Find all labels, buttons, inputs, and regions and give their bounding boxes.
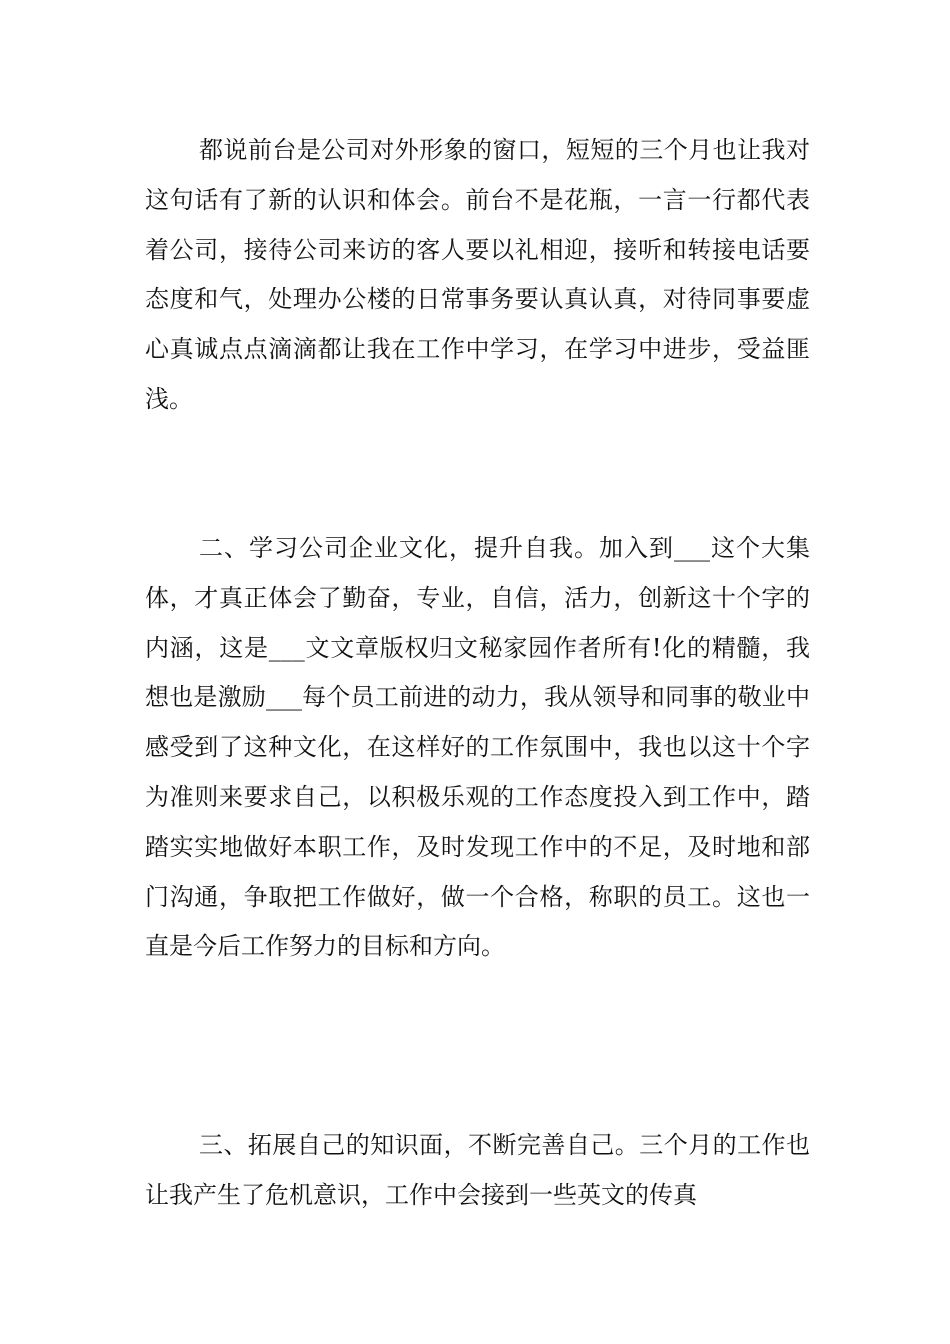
paragraph-front-desk-window: 都说前台是公司对外形象的窗口，短短的三个月也让我对这句话有了新的认识和体会。前台不是花瓶，一言一行都代表着公司，接待公司来访的客人要以礼相迎，接听和转接电话要态度和气，处理办公楼的日常事务要认真认真，对待同事要虚心真诚点点滴滴都让我在工作中学习，在学习中进步，受益匪浅。 (145, 136, 810, 413)
paragraph-company-culture: 二、学习公司企业文化，提升自我。加入到___这个大集体，才真正体会了勤奋，专业，自信，活力，创新这十个字的内涵，这是___文文章版权归文秘家园作者所有!化的精髓，我想也是激励___每个员工前进的动力，我从领导和同事的敬业中感受到了这种文化，在这样好的工作氛围中，我也以这十个字为准则来要求自己，以积极乐观的工作态度投入到工作中，踏踏实实地做好本职工作，及时发现工作中的不足，及时地和部门沟通，争取把工作做好，做一个合格，称职的员工。这也一直是今后工作努力的目标和方向。 (145, 534, 810, 961)
paragraph-expand-knowledge: 三、拓展自己的知识面，不断完善自己。三个月的工作也让我产生了危机意识，工作中会接到一些英文的传真 (145, 1131, 810, 1209)
